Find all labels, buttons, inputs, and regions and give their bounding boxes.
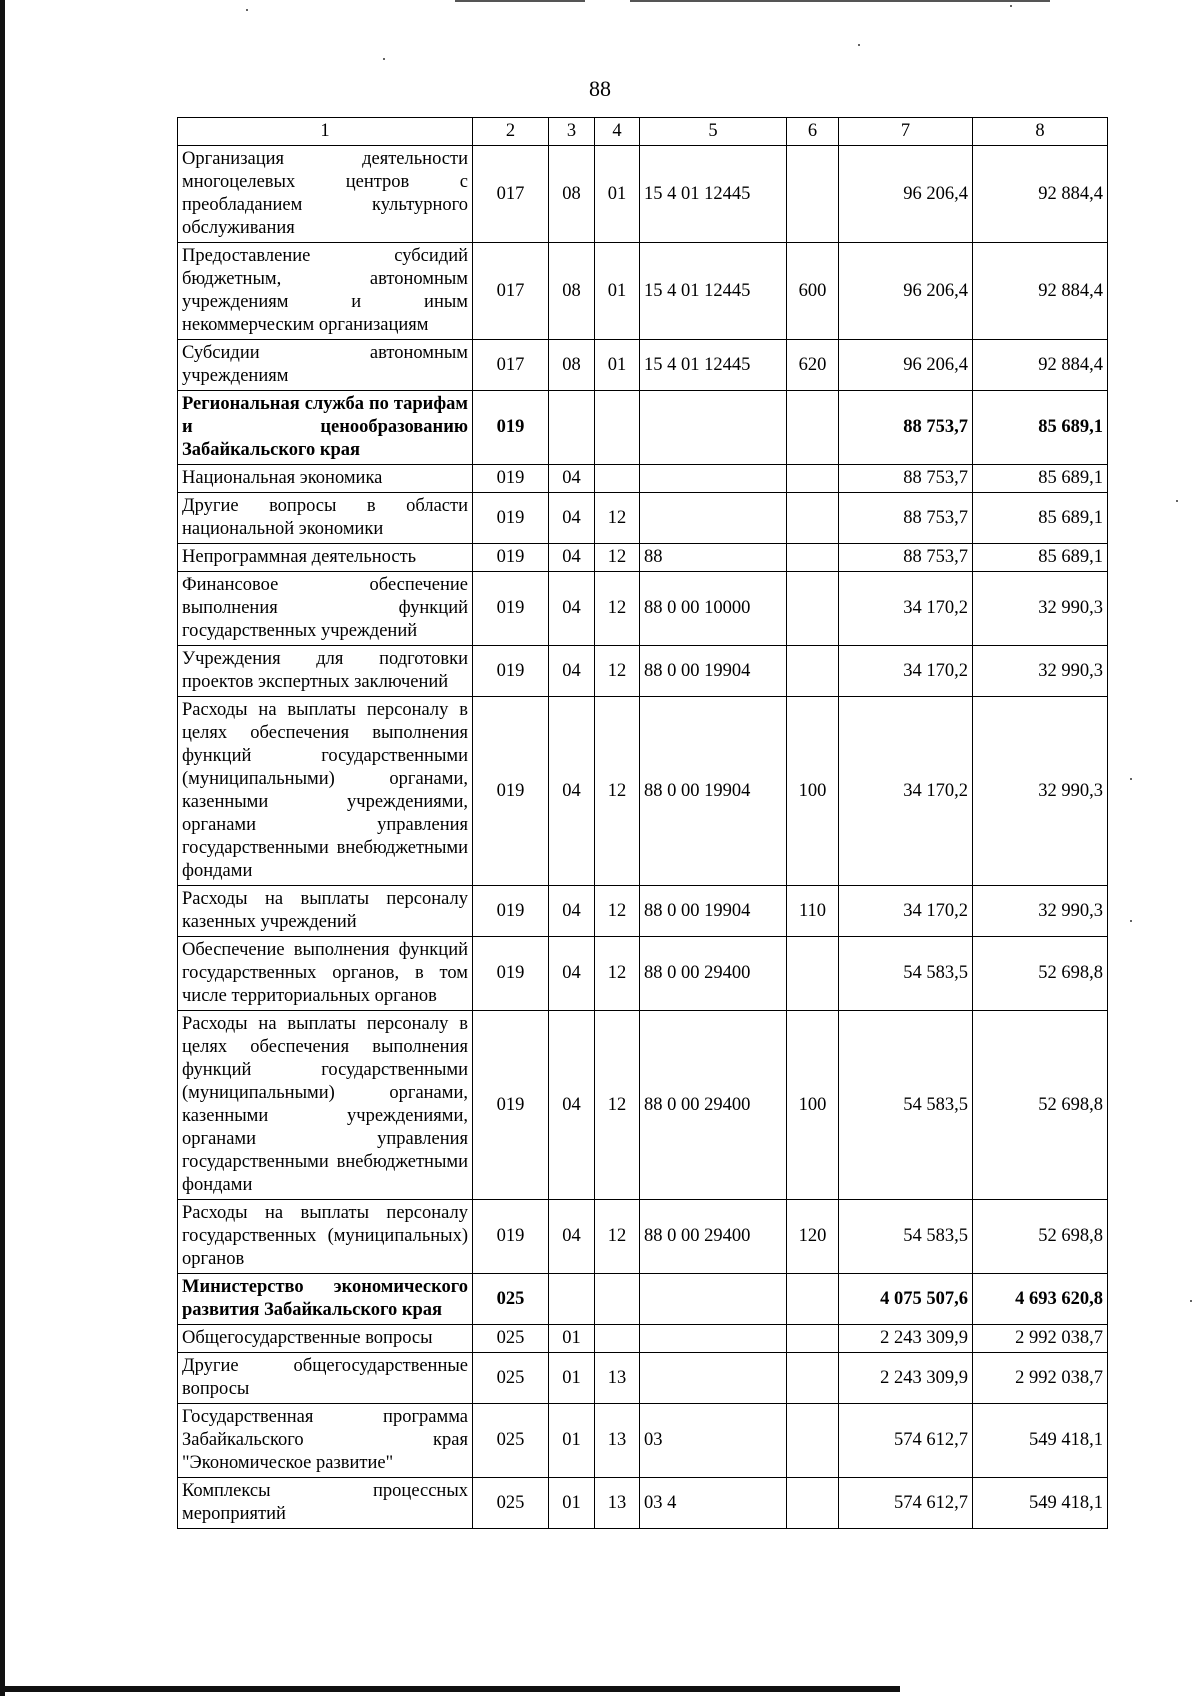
- item-name-cell: Расходы на выплаты персоналу казенных учреждений: [178, 886, 473, 937]
- subsection-code-cell: 12: [595, 937, 640, 1011]
- amount-col8-cell: 4 693 620,8: [973, 1274, 1108, 1325]
- amount-col7-cell: 34 170,2: [839, 886, 973, 937]
- section-code-cell: 04: [549, 493, 595, 544]
- target-article-cell: 88 0 00 19904: [640, 646, 787, 697]
- column-header: 3: [549, 118, 595, 146]
- expense-type-cell: [787, 146, 839, 243]
- amount-col7-cell: 96 206,4: [839, 146, 973, 243]
- table-header-row: [178, 118, 1108, 146]
- target-article-cell: [640, 1353, 787, 1404]
- subsection-code-cell: [595, 465, 640, 493]
- table-row: [178, 391, 1108, 465]
- scan-speck: [246, 9, 248, 11]
- admin-code-cell: 017: [473, 146, 549, 243]
- table-row: [178, 1325, 1108, 1353]
- amount-col8-cell: 92 884,4: [973, 146, 1108, 243]
- section-code-cell: 04: [549, 1011, 595, 1200]
- amount-col7-cell: 96 206,4: [839, 340, 973, 391]
- amount-col8-cell: 85 689,1: [973, 391, 1108, 465]
- admin-code-cell: 019: [473, 465, 549, 493]
- section-code-cell: 04: [549, 572, 595, 646]
- target-article-cell: [640, 493, 787, 544]
- amount-col7-cell: 54 583,5: [839, 937, 973, 1011]
- amount-col7-cell: 54 583,5: [839, 1200, 973, 1274]
- target-article-cell: 88 0 00 29400: [640, 1200, 787, 1274]
- section-code-cell: [549, 1274, 595, 1325]
- target-article-cell: 88: [640, 544, 787, 572]
- table-row: [178, 572, 1108, 646]
- admin-code-cell: 019: [473, 493, 549, 544]
- section-code-cell: 04: [549, 646, 595, 697]
- expense-type-cell: 100: [787, 697, 839, 886]
- amount-col8-cell: 85 689,1: [973, 544, 1108, 572]
- amount-col7-cell: 88 753,7: [839, 391, 973, 465]
- admin-code-cell: 019: [473, 1200, 549, 1274]
- amount-col7-cell: 2 243 309,9: [839, 1325, 973, 1353]
- section-code-cell: 04: [549, 544, 595, 572]
- amount-col8-cell: 52 698,8: [973, 1200, 1108, 1274]
- expense-type-cell: 120: [787, 1200, 839, 1274]
- amount-col8-cell: 32 990,3: [973, 886, 1108, 937]
- amount-col7-cell: 88 753,7: [839, 465, 973, 493]
- subsection-code-cell: 12: [595, 886, 640, 937]
- amount-col7-cell: 34 170,2: [839, 572, 973, 646]
- subsection-code-cell: [595, 1274, 640, 1325]
- table-row: [178, 697, 1108, 886]
- subsection-code-cell: 12: [595, 697, 640, 886]
- amount-col7-cell: 574 612,7: [839, 1404, 973, 1478]
- item-name-cell: Другие общегосударственные вопросы: [178, 1353, 473, 1404]
- table-row: [178, 465, 1108, 493]
- admin-code-cell: 025: [473, 1404, 549, 1478]
- amount-col8-cell: 52 698,8: [973, 937, 1108, 1011]
- subsection-code-cell: 13: [595, 1478, 640, 1529]
- amount-col7-cell: 34 170,2: [839, 646, 973, 697]
- table-row: [178, 243, 1108, 340]
- column-header: 2: [473, 118, 549, 146]
- expense-type-cell: [787, 493, 839, 544]
- scan-top-rule: [455, 0, 585, 2]
- amount-col8-cell: 92 884,4: [973, 243, 1108, 340]
- scan-speck: [1130, 920, 1132, 922]
- admin-code-cell: 025: [473, 1478, 549, 1529]
- table-row: [178, 1011, 1108, 1200]
- target-article-cell: 15 4 01 12445: [640, 146, 787, 243]
- subsection-code-cell: 01: [595, 146, 640, 243]
- admin-code-cell: 019: [473, 1011, 549, 1200]
- table-row: [178, 1478, 1108, 1529]
- item-name-cell: Расходы на выплаты персоналу в целях обеспечения выполнения функций государственными (муниципальными) органами, казенными учреждениями, органами управления государственными внебюджетными фондами: [178, 697, 473, 886]
- expense-type-cell: [787, 572, 839, 646]
- admin-code-cell: 019: [473, 886, 549, 937]
- scan-edge-left: [0, 0, 5, 1696]
- expense-type-cell: [787, 1353, 839, 1404]
- expense-type-cell: [787, 1274, 839, 1325]
- target-article-cell: [640, 465, 787, 493]
- amount-col7-cell: 4 075 507,6: [839, 1274, 973, 1325]
- section-code-cell: 01: [549, 1404, 595, 1478]
- table-row: [178, 886, 1108, 937]
- section-code-cell: 04: [549, 937, 595, 1011]
- target-article-cell: 88 0 00 29400: [640, 937, 787, 1011]
- subsection-code-cell: 12: [595, 544, 640, 572]
- expense-type-cell: 110: [787, 886, 839, 937]
- admin-code-cell: 019: [473, 646, 549, 697]
- subsection-code-cell: 12: [595, 646, 640, 697]
- target-article-cell: 88 0 00 29400: [640, 1011, 787, 1200]
- expense-type-cell: 100: [787, 1011, 839, 1200]
- scan-speck: [383, 58, 385, 60]
- amount-col8-cell: 32 990,3: [973, 697, 1108, 886]
- column-header: 7: [839, 118, 973, 146]
- amount-col7-cell: 96 206,4: [839, 243, 973, 340]
- table-row: [178, 1200, 1108, 1274]
- table-row: [178, 1353, 1108, 1404]
- target-article-cell: [640, 391, 787, 465]
- section-code-cell: 04: [549, 886, 595, 937]
- target-article-cell: 88 0 00 19904: [640, 697, 787, 886]
- table-row: [178, 646, 1108, 697]
- item-name-cell: Обеспечение выполнения функций государственных органов, в том числе территориальных органов: [178, 937, 473, 1011]
- item-name-cell: Учреждения для подготовки проектов экспертных заключений: [178, 646, 473, 697]
- table-row: [178, 544, 1108, 572]
- admin-code-cell: 019: [473, 937, 549, 1011]
- table-row: [178, 340, 1108, 391]
- subsection-code-cell: 01: [595, 340, 640, 391]
- section-code-cell: 01: [549, 1478, 595, 1529]
- subsection-code-cell: 12: [595, 1011, 640, 1200]
- subsection-code-cell: 12: [595, 572, 640, 646]
- section-code-cell: 04: [549, 465, 595, 493]
- amount-col7-cell: 2 243 309,9: [839, 1353, 973, 1404]
- target-article-cell: 15 4 01 12445: [640, 243, 787, 340]
- admin-code-cell: 019: [473, 391, 549, 465]
- section-code-cell: 08: [549, 146, 595, 243]
- subsection-code-cell: 12: [595, 493, 640, 544]
- expense-type-cell: [787, 1404, 839, 1478]
- column-header: 5: [640, 118, 787, 146]
- item-name-cell: Другие вопросы в области национальной экономики: [178, 493, 473, 544]
- table-row: [178, 1404, 1108, 1478]
- item-name-cell: Непрограммная деятельность: [178, 544, 473, 572]
- item-name-cell: Региональная служба по тарифам и ценообразованию Забайкальского края: [178, 391, 473, 465]
- subsection-code-cell: 12: [595, 1200, 640, 1274]
- item-name-cell: Комплексы процессных мероприятий: [178, 1478, 473, 1529]
- section-code-cell: [549, 391, 595, 465]
- scan-speck: [1176, 500, 1178, 502]
- item-name-cell: Министерство экономического развития Забайкальского края: [178, 1274, 473, 1325]
- amount-col8-cell: 2 992 038,7: [973, 1325, 1108, 1353]
- amount-col7-cell: 88 753,7: [839, 544, 973, 572]
- amount-col7-cell: 54 583,5: [839, 1011, 973, 1200]
- target-article-cell: 03 4: [640, 1478, 787, 1529]
- scan-top-rule: [630, 0, 1050, 2]
- amount-col8-cell: 32 990,3: [973, 572, 1108, 646]
- admin-code-cell: 019: [473, 697, 549, 886]
- item-name-cell: Государственная программа Забайкальского края "Экономическое развитие": [178, 1404, 473, 1478]
- expense-type-cell: 620: [787, 340, 839, 391]
- target-article-cell: 88 0 00 10000: [640, 572, 787, 646]
- column-header: 8: [973, 118, 1108, 146]
- subsection-code-cell: 01: [595, 243, 640, 340]
- expense-type-cell: [787, 1478, 839, 1529]
- item-name-cell: Расходы на выплаты персоналу в целях обеспечения выполнения функций государственными (муниципальными) органами, казенными учреждениями, органами управления государственными внебюджетными фондами: [178, 1011, 473, 1200]
- admin-code-cell: 025: [473, 1274, 549, 1325]
- amount-col8-cell: 52 698,8: [973, 1011, 1108, 1200]
- expense-type-cell: [787, 1325, 839, 1353]
- table-row: [178, 493, 1108, 544]
- expense-type-cell: [787, 465, 839, 493]
- amount-col8-cell: 85 689,1: [973, 465, 1108, 493]
- section-code-cell: 04: [549, 697, 595, 886]
- section-code-cell: 08: [549, 340, 595, 391]
- scan-speck: [1190, 1300, 1192, 1302]
- scan-speck: [1130, 778, 1132, 780]
- subsection-code-cell: 13: [595, 1353, 640, 1404]
- section-code-cell: 01: [549, 1353, 595, 1404]
- admin-code-cell: 017: [473, 340, 549, 391]
- amount-col8-cell: 32 990,3: [973, 646, 1108, 697]
- subsection-code-cell: 13: [595, 1404, 640, 1478]
- table-row: [178, 146, 1108, 243]
- column-header: 6: [787, 118, 839, 146]
- item-name-cell: Расходы на выплаты персоналу государственных (муниципальных) органов: [178, 1200, 473, 1274]
- amount-col8-cell: 92 884,4: [973, 340, 1108, 391]
- amount-col8-cell: 549 418,1: [973, 1404, 1108, 1478]
- scan-speck: [1010, 5, 1012, 7]
- scan-speck: [858, 44, 860, 46]
- amount-col8-cell: 85 689,1: [973, 493, 1108, 544]
- admin-code-cell: 025: [473, 1353, 549, 1404]
- item-name-cell: Субсидии автономным учреждениям: [178, 340, 473, 391]
- amount-col7-cell: 34 170,2: [839, 697, 973, 886]
- column-header: 1: [178, 118, 473, 146]
- section-code-cell: 04: [549, 1200, 595, 1274]
- item-name-cell: Предоставление субсидий бюджетным, автономным учреждениям и иным некоммерческим организациям: [178, 243, 473, 340]
- column-header: 4: [595, 118, 640, 146]
- admin-code-cell: 019: [473, 572, 549, 646]
- subsection-code-cell: [595, 1325, 640, 1353]
- expense-type-cell: [787, 937, 839, 1011]
- item-name-cell: Национальная экономика: [178, 465, 473, 493]
- expense-type-cell: [787, 646, 839, 697]
- target-article-cell: 88 0 00 19904: [640, 886, 787, 937]
- table-row: [178, 937, 1108, 1011]
- section-code-cell: 01: [549, 1325, 595, 1353]
- target-article-cell: 15 4 01 12445: [640, 340, 787, 391]
- admin-code-cell: 017: [473, 243, 549, 340]
- target-article-cell: [640, 1274, 787, 1325]
- item-name-cell: Финансовое обеспечение выполнения функций государственных учреждений: [178, 572, 473, 646]
- table-body: [178, 146, 1108, 1529]
- budget-table: [177, 117, 1108, 1529]
- admin-code-cell: 025: [473, 1325, 549, 1353]
- scan-edge-bottom: [0, 1686, 900, 1692]
- target-article-cell: [640, 1325, 787, 1353]
- amount-col8-cell: 549 418,1: [973, 1478, 1108, 1529]
- amount-col8-cell: 2 992 038,7: [973, 1353, 1108, 1404]
- item-name-cell: Организация деятельности многоцелевых центров с преобладанием культурного обслуживания: [178, 146, 473, 243]
- section-code-cell: 08: [549, 243, 595, 340]
- page-number: 88: [589, 76, 611, 101]
- expense-type-cell: [787, 544, 839, 572]
- subsection-code-cell: [595, 391, 640, 465]
- amount-col7-cell: 574 612,7: [839, 1478, 973, 1529]
- admin-code-cell: 019: [473, 544, 549, 572]
- item-name-cell: Общегосударственные вопросы: [178, 1325, 473, 1353]
- expense-type-cell: [787, 391, 839, 465]
- expense-type-cell: 600: [787, 243, 839, 340]
- table-row: [178, 1274, 1108, 1325]
- target-article-cell: 03: [640, 1404, 787, 1478]
- amount-col7-cell: 88 753,7: [839, 493, 973, 544]
